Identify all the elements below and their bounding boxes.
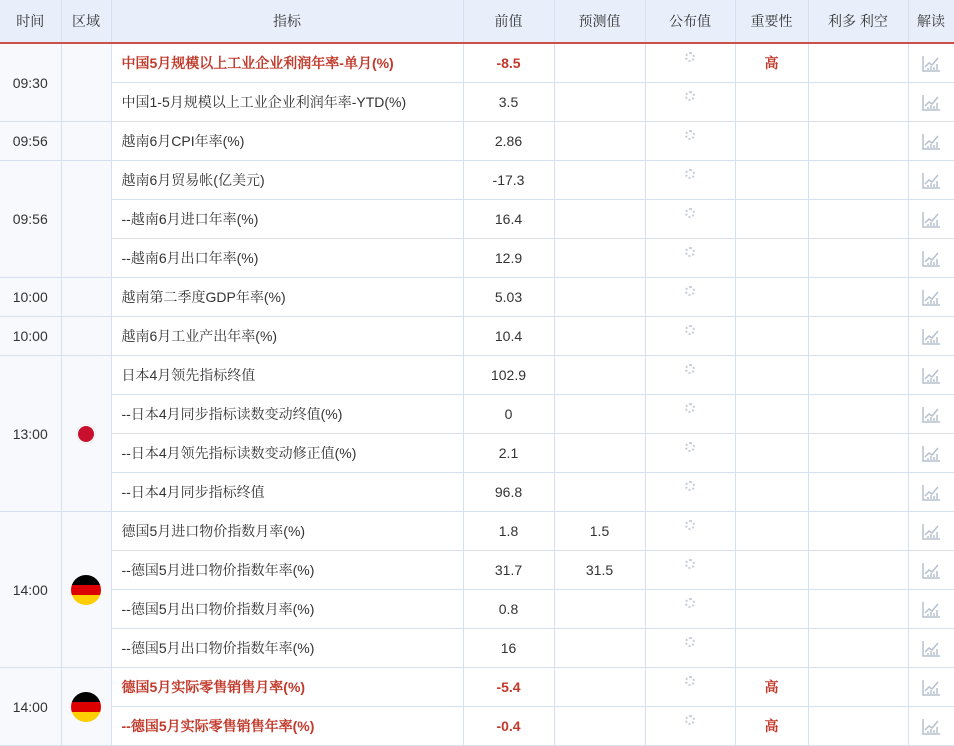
impact-cell (808, 512, 908, 551)
importance-badge: 高 (735, 668, 808, 707)
analysis-cell[interactable] (908, 122, 954, 161)
analysis-cell[interactable] (908, 512, 954, 551)
chart-analysis-icon[interactable] (921, 133, 941, 154)
actual-value (645, 122, 735, 161)
loading-spinner-icon (685, 169, 695, 179)
loading-spinner-icon (685, 403, 695, 413)
loading-spinner-icon (685, 247, 695, 257)
importance-badge (735, 200, 808, 239)
analysis-cell[interactable] (908, 395, 954, 434)
indicator-name[interactable]: --日本4月同步指标终值 (111, 473, 463, 512)
header-analysis[interactable]: 解读 (908, 0, 954, 43)
table-row (0, 668, 954, 707)
forecast-value (554, 43, 645, 83)
analysis-cell[interactable] (908, 43, 954, 83)
indicator-name[interactable]: --德国5月出口物价指数月率(%) (111, 590, 463, 629)
region-cell (61, 512, 111, 668)
impact-cell (808, 434, 908, 473)
table-row (0, 43, 954, 83)
region-cell (61, 356, 111, 512)
importance-badge (735, 395, 808, 434)
event-time: 13:00 (0, 356, 61, 512)
table-row (0, 395, 954, 434)
region-cell (61, 317, 111, 356)
indicator-name[interactable]: --日本4月同步指标读数变动终值(%) (111, 395, 463, 434)
previous-value: -8.5 (463, 43, 554, 83)
actual-value (645, 239, 735, 278)
event-time: 09:30 (0, 43, 61, 122)
forecast-value (554, 473, 645, 512)
forecast-value: 31.5 (554, 551, 645, 590)
impact-cell (808, 317, 908, 356)
header-forecast[interactable]: 预测值 (554, 0, 645, 43)
indicator-name[interactable]: --德国5月实际零售销售年率(%) (111, 707, 463, 746)
importance-badge (735, 122, 808, 161)
impact-cell (808, 43, 908, 83)
forecast-value (554, 200, 645, 239)
importance-badge (735, 512, 808, 551)
table-row (0, 434, 954, 473)
table-row (0, 512, 954, 551)
previous-value: -17.3 (463, 161, 554, 200)
actual-value (645, 473, 735, 512)
indicator-name[interactable]: 越南第二季度GDP年率(%) (111, 278, 463, 317)
loading-spinner-icon (685, 208, 695, 218)
actual-value (645, 551, 735, 590)
previous-value: 1.8 (463, 512, 554, 551)
indicator-name[interactable]: 越南6月CPI年率(%) (111, 122, 463, 161)
impact-cell (808, 83, 908, 122)
impact-cell (808, 473, 908, 512)
chart-analysis-icon[interactable] (921, 601, 941, 622)
table-row (0, 551, 954, 590)
loading-spinner-icon (685, 520, 695, 530)
actual-value (645, 629, 735, 668)
analysis-cell[interactable] (908, 629, 954, 668)
chart-analysis-icon[interactable] (921, 55, 941, 76)
impact-cell (808, 278, 908, 317)
impact-cell (808, 356, 908, 395)
actual-value (645, 83, 735, 122)
analysis-cell[interactable] (908, 239, 954, 278)
impact-cell (808, 200, 908, 239)
loading-spinner-icon (685, 442, 695, 452)
chart-analysis-icon[interactable] (921, 406, 941, 427)
chart-analysis-icon[interactable] (921, 211, 941, 232)
chart-analysis-icon[interactable] (921, 94, 941, 115)
previous-value: 2.1 (463, 434, 554, 473)
region-cell (61, 278, 111, 317)
event-time: 14:00 (0, 668, 61, 746)
indicator-name[interactable]: 中国1-5月规模以上工业企业利润年率-YTD(%) (111, 83, 463, 122)
table-row (0, 473, 954, 512)
forecast-value (554, 356, 645, 395)
previous-value: 102.9 (463, 356, 554, 395)
previous-value: 0.8 (463, 590, 554, 629)
impact-cell (808, 239, 908, 278)
forecast-value (554, 668, 645, 707)
actual-value (645, 590, 735, 629)
table-row (0, 590, 954, 629)
importance-badge (735, 83, 808, 122)
forecast-value (554, 239, 645, 278)
importance-badge (735, 356, 808, 395)
chart-analysis-icon[interactable] (921, 289, 941, 310)
actual-value (645, 356, 735, 395)
header-indicator[interactable]: 指标 (111, 0, 463, 43)
impact-cell (808, 122, 908, 161)
region-cell (61, 43, 111, 122)
importance-badge (735, 590, 808, 629)
indicator-name[interactable]: 中国5月规模以上工业企业利润年率-单月(%) (111, 43, 463, 83)
table-row (0, 161, 954, 200)
loading-spinner-icon (685, 91, 695, 101)
previous-value: 31.7 (463, 551, 554, 590)
chart-analysis-icon[interactable] (921, 445, 941, 466)
actual-value (645, 278, 735, 317)
chart-analysis-icon[interactable] (921, 718, 941, 739)
previous-value: -5.4 (463, 668, 554, 707)
actual-value (645, 317, 735, 356)
forecast-value (554, 590, 645, 629)
calendar-body (0, 43, 954, 746)
previous-value: 3.5 (463, 83, 554, 122)
event-time: 09:56 (0, 122, 61, 161)
region-cell (61, 122, 111, 161)
header-region[interactable]: 区域 (61, 0, 111, 43)
importance-badge (735, 629, 808, 668)
analysis-cell[interactable] (908, 278, 954, 317)
loading-spinner-icon (685, 676, 695, 686)
region-cell (61, 161, 111, 278)
table-row (0, 629, 954, 668)
previous-value: 16 (463, 629, 554, 668)
impact-cell (808, 707, 908, 746)
forecast-value (554, 278, 645, 317)
analysis-cell[interactable] (908, 551, 954, 590)
importance-badge: 高 (735, 707, 808, 746)
indicator-name[interactable]: 日本4月领先指标终值 (111, 356, 463, 395)
analysis-cell[interactable] (908, 590, 954, 629)
region-cell (61, 668, 111, 746)
chart-analysis-icon[interactable] (921, 484, 941, 505)
table-row (0, 278, 954, 317)
table-row (0, 122, 954, 161)
actual-value (645, 200, 735, 239)
chart-analysis-icon[interactable] (921, 328, 941, 349)
event-time: 10:00 (0, 317, 61, 356)
chart-analysis-icon[interactable] (921, 250, 941, 271)
loading-spinner-icon (685, 325, 695, 335)
loading-spinner-icon (685, 559, 695, 569)
actual-value (645, 43, 735, 83)
loading-spinner-icon (685, 637, 695, 647)
actual-value (645, 395, 735, 434)
forecast-value (554, 161, 645, 200)
indicator-name[interactable]: --日本4月领先指标读数变动修正值(%) (111, 434, 463, 473)
previous-value: -0.4 (463, 707, 554, 746)
forecast-value (554, 83, 645, 122)
loading-spinner-icon (685, 598, 695, 608)
forecast-value (554, 395, 645, 434)
importance-badge (735, 239, 808, 278)
indicator-name[interactable]: 越南6月工业产出年率(%) (111, 317, 463, 356)
impact-cell (808, 161, 908, 200)
chart-analysis-icon[interactable] (921, 679, 941, 700)
previous-value: 12.9 (463, 239, 554, 278)
table-row (0, 239, 954, 278)
event-time: 09:56 (0, 161, 61, 278)
forecast-value (554, 122, 645, 161)
previous-value: 16.4 (463, 200, 554, 239)
germany-flag-icon (71, 575, 101, 605)
actual-value (645, 668, 735, 707)
loading-spinner-icon (685, 52, 695, 62)
importance-badge (735, 317, 808, 356)
previous-value: 10.4 (463, 317, 554, 356)
table-row (0, 356, 954, 395)
indicator-name[interactable]: --越南6月进口年率(%) (111, 200, 463, 239)
table-header-row (0, 0, 954, 43)
germany-flag-icon (71, 692, 101, 722)
analysis-cell[interactable] (908, 200, 954, 239)
impact-cell (808, 668, 908, 707)
actual-value (645, 707, 735, 746)
loading-spinner-icon (685, 715, 695, 725)
event-time: 10:00 (0, 278, 61, 317)
actual-value (645, 434, 735, 473)
header-time[interactable]: 时间 (0, 0, 61, 43)
indicator-name[interactable]: --越南6月出口年率(%) (111, 239, 463, 278)
previous-value: 2.86 (463, 122, 554, 161)
forecast-value (554, 317, 645, 356)
actual-value (645, 512, 735, 551)
previous-value: 96.8 (463, 473, 554, 512)
japan-flag-icon (76, 424, 96, 444)
chart-analysis-icon[interactable] (921, 523, 941, 544)
table-row (0, 317, 954, 356)
analysis-cell[interactable] (908, 668, 954, 707)
analysis-cell[interactable] (908, 473, 954, 512)
impact-cell (808, 395, 908, 434)
header-importance[interactable]: 重要性 (735, 0, 808, 43)
previous-value: 5.03 (463, 278, 554, 317)
indicator-name[interactable]: --德国5月进口物价指数年率(%) (111, 551, 463, 590)
forecast-value (554, 629, 645, 668)
analysis-cell[interactable] (908, 707, 954, 746)
table-row (0, 83, 954, 122)
analysis-cell[interactable] (908, 161, 954, 200)
chart-analysis-icon[interactable] (921, 172, 941, 193)
importance-badge (735, 161, 808, 200)
impact-cell (808, 590, 908, 629)
loading-spinner-icon (685, 481, 695, 491)
importance-badge: 高 (735, 43, 808, 83)
analysis-cell[interactable] (908, 83, 954, 122)
indicator-name[interactable]: 德国5月进口物价指数月率(%) (111, 512, 463, 551)
indicator-name[interactable]: 德国5月实际零售销售月率(%) (111, 668, 463, 707)
importance-badge (735, 551, 808, 590)
impact-cell (808, 551, 908, 590)
indicator-name[interactable]: 越南6月贸易帐(亿美元) (111, 161, 463, 200)
table-row (0, 200, 954, 239)
impact-cell (808, 629, 908, 668)
chart-analysis-icon[interactable] (921, 367, 941, 388)
loading-spinner-icon (685, 130, 695, 140)
forecast-value: 1.5 (554, 512, 645, 551)
importance-badge (735, 278, 808, 317)
analysis-cell[interactable] (908, 317, 954, 356)
chart-analysis-icon[interactable] (921, 640, 941, 661)
importance-badge (735, 473, 808, 512)
loading-spinner-icon (685, 364, 695, 374)
forecast-value (554, 707, 645, 746)
header-impact[interactable]: 利多 利空 (808, 0, 908, 43)
header-previous[interactable]: 前值 (463, 0, 554, 43)
previous-value: 0 (463, 395, 554, 434)
loading-spinner-icon (685, 286, 695, 296)
header-actual[interactable]: 公布值 (645, 0, 735, 43)
event-time: 14:00 (0, 512, 61, 668)
indicator-name[interactable]: --德国5月出口物价指数年率(%) (111, 629, 463, 668)
chart-analysis-icon[interactable] (921, 562, 941, 583)
actual-value (645, 161, 735, 200)
analysis-cell[interactable] (908, 356, 954, 395)
analysis-cell[interactable] (908, 434, 954, 473)
table-row (0, 707, 954, 746)
importance-badge (735, 434, 808, 473)
forecast-value (554, 434, 645, 473)
